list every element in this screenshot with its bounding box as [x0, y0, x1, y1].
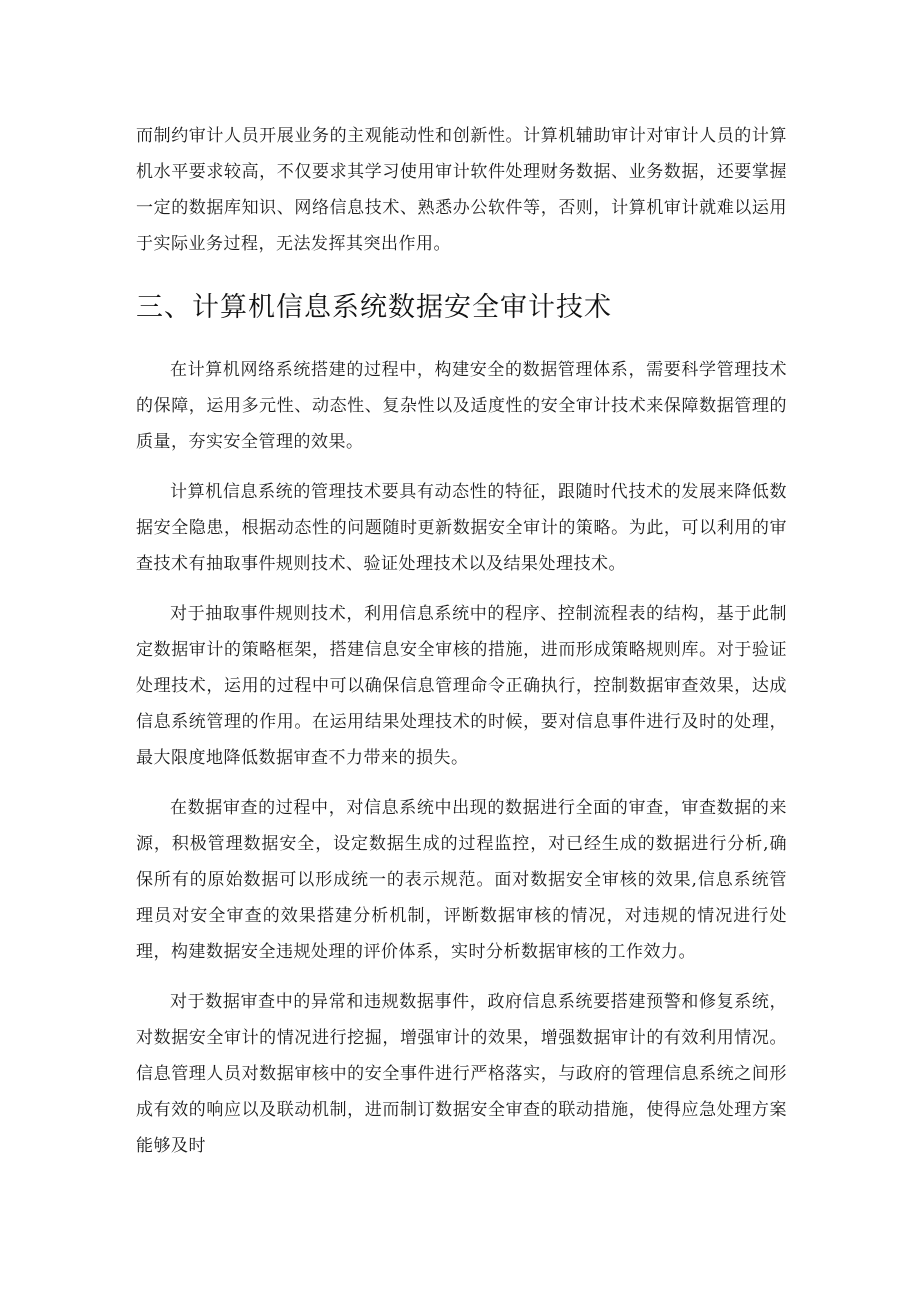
paragraph-5: 对于数据审查中的异常和违规数据事件，政府信息系统要搭建预警和修复系统，对数据安全审计的情况进行挖掘，增强审计的效果，增强数据审计的有效利用情况。信息管理人员对数据审核中的安全事件进行严格落实，与政府的管理信息系统之间形成有效的响应以及联动机制，进而制订数据安全审查的联动措施，使得应急处理方案能够及时: [136, 992, 787, 1156]
document-body: [136, 118, 787, 1164]
paragraph-2: 计算机信息系统的管理技术要具有动态性的特征，跟随时代技术的发展来降低数据安全隐患，根据动态性的问题随时更新数据安全审计的策略。为此，可以利用的审查技术有抽取事件规则技术、验证处理技术以及结果处理技术。: [136, 482, 787, 574]
section-heading: 三、计算机信息系统数据安全审计技术: [136, 292, 612, 323]
paragraph-continued: 而制约审计人员开展业务的主观能动性和创新性。计算机辅助审计对审计人员的计算机水平要求较高，不仅要求其学习使用审计软件处理财务数据、业务数据，还要掌握一定的数据库知识、网络信息技术、熟悉办公软件等，否则，计算机审计就难以运用于实际业务过程，无法发挥其突出作用。: [136, 126, 787, 254]
paragraph-4: 在数据审查的过程中，对信息系统中出现的数据进行全面的审查，审查数据的来源，积极管理数据安全，设定数据生成的过程监控，对已经生成的数据进行分析,确保所有的原始数据可以形成统一的表示规范。面对数据安全审核的效果,信息系统管理员对安全审查的效果搭建分析机制，评断数据审核的情况，对违规的情况进行处理，构建数据安全违规处理的评价体系，实时分析数据审核的工作效力。: [136, 798, 787, 962]
paragraph-3: 对于抽取事件规则技术，利用信息系统中的程序、控制流程表的结构，基于此制定数据审计的策略框架，搭建信息安全审核的措施，进而形成策略规则库。对于验证处理技术，运用的过程中可以确保信息管理命令正确执行，控制数据审查效果，达成信息系统管理的作用。在运用结果处理技术的时候，要对信息事件进行及时的处理，最大限度地降低数据审查不力带来的损失。: [136, 604, 787, 768]
paragraph-1: 在计算机网络系统搭建的过程中，构建安全的数据管理体系，需要科学管理技术的保障，运用多元性、动态性、复杂性以及适度性的安全审计技术来保障数据管理的质量，夯实安全管理的效果。: [136, 360, 787, 452]
